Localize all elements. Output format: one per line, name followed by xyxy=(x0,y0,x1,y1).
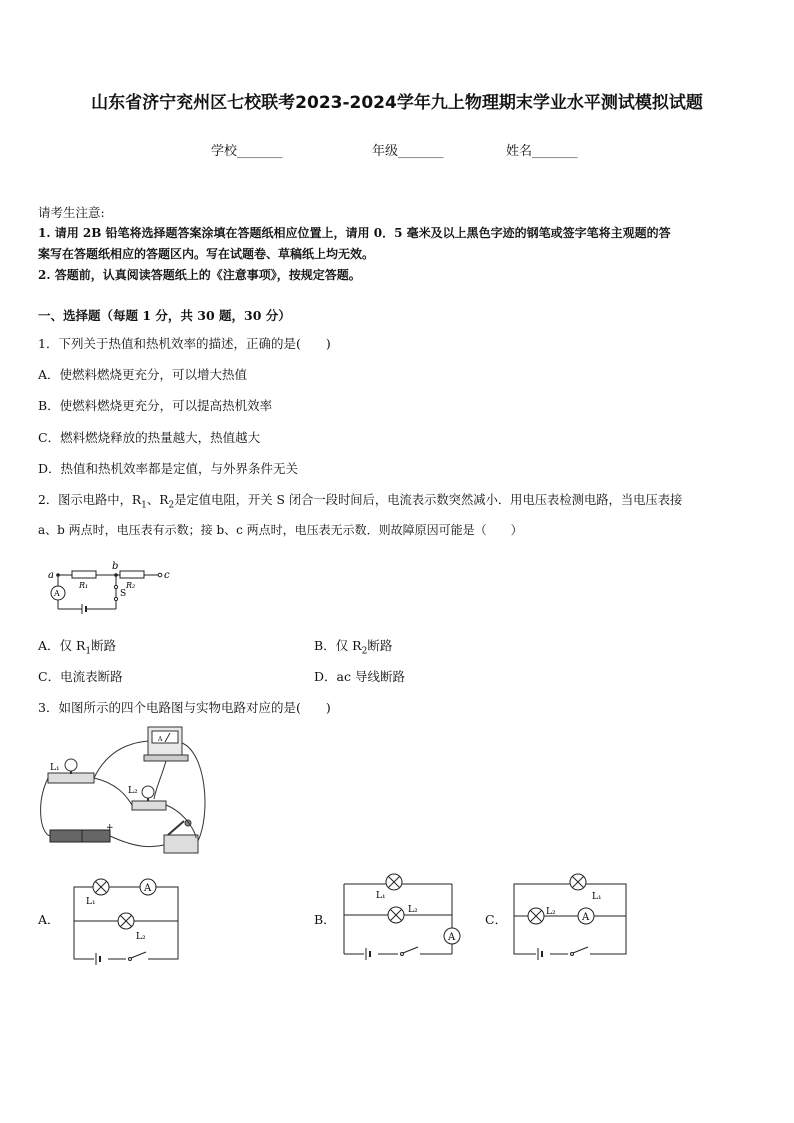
opt-c-ammeter-label: A xyxy=(582,912,590,923)
page-title: 山东省济宁兖州区七校联考2023-2024学年九上物理期末学业水平测试模拟试题 xyxy=(91,93,703,113)
q3-option-c-circuit xyxy=(506,870,634,966)
photo-label-l1: L₁ xyxy=(50,763,60,773)
section-heading: 一、选择题（每题 1 分，共 30 题，30 分） xyxy=(38,308,291,323)
label-ammeter: A xyxy=(54,589,60,598)
opt-b-l1-label: L₁ xyxy=(376,891,386,901)
grade-field: 年级_______ xyxy=(372,144,444,159)
q1-option-a: A．使燃料燃烧更充分，可以增大热值 xyxy=(38,367,248,382)
q2-option-d: D．ac 导线断路 xyxy=(314,669,405,684)
label-c: c xyxy=(164,570,170,581)
q3-physical-circuit-photo xyxy=(36,723,228,855)
q3-stem: 3．如图所示的四个电路图与实物电路对应的是( ) xyxy=(38,700,331,715)
q2-stem-line2: a、b 两点时，电压表有示数；接 b、c 两点时，电压表无示数．则故障原因可能是（ ） xyxy=(38,523,523,537)
q3-option-c-label: C． xyxy=(485,912,508,927)
q2-circuit-figure xyxy=(44,557,174,619)
school-field: 学校_______ xyxy=(211,144,283,159)
label-b: b xyxy=(112,561,119,572)
label-r1: R₁ xyxy=(79,581,89,590)
label-a: a xyxy=(48,570,54,581)
opt-a-l2-label: L₂ xyxy=(136,932,146,942)
name-field: 姓名_______ xyxy=(506,144,578,159)
notice-heading: 请考生注意: xyxy=(38,205,105,220)
photo-plus-sign: + xyxy=(106,823,114,833)
q3-option-b-circuit xyxy=(336,870,464,966)
q1-stem: 1．下列关于热值和热机效率的描述，正确的是( ) xyxy=(38,336,331,351)
notice-line-1b: 案写在答题纸相应的答题区内。写在试题卷、草稿纸上均无效。 xyxy=(38,247,375,261)
q2-option-a: A．仅 $R_1$断路 xyxy=(38,638,117,657)
notice-line-1a: 1. 请用 2B 铅笔将选择题答案涂填在答题纸相应位置上，请用 0．5 毫米及以上黑色字迹的钢笔或签字笔将主观题的答 xyxy=(38,226,671,240)
q2-stem-line1: 2．图示电路中，$R_1$、$R_2$是定值电阻，开关 S 闭合一段时间后，电流表示数突然减小．用电压表检测电路，当电压表接 xyxy=(38,493,683,511)
photo-ammeter-label: A xyxy=(158,736,163,743)
opt-c-l2-label: L₂ xyxy=(546,907,556,917)
q1-option-b: B．使燃料燃烧更充分，可以提高热机效率 xyxy=(38,398,273,413)
opt-b-l2-label: L₂ xyxy=(408,905,418,915)
opt-b-ammeter-label: A xyxy=(448,932,456,943)
q3-option-a-circuit xyxy=(66,873,184,965)
label-r2: R₂ xyxy=(126,581,136,590)
opt-a-ammeter-label: A xyxy=(144,883,152,894)
opt-c-l1-label: L₁ xyxy=(592,892,602,902)
label-s: S xyxy=(120,589,127,599)
q1-option-c: C．燃料燃烧释放的热量越大，热值越大 xyxy=(38,430,261,445)
q1-option-d: D．热值和热机效率都是定值，与外界条件无关 xyxy=(38,461,299,476)
photo-label-l2: L₂ xyxy=(128,786,138,796)
q2-option-c: C．电流表断路 xyxy=(38,669,123,684)
notice-line-2: 2. 答题前，认真阅读答题纸上的《注意事项》，按规定答题。 xyxy=(38,268,361,282)
q2-option-b: B．仅 $R_2$断路 xyxy=(314,638,393,657)
q3-option-b-label: B． xyxy=(314,912,336,927)
opt-a-l1-label: L₁ xyxy=(86,897,96,907)
q3-option-a-label: A． xyxy=(38,912,60,927)
